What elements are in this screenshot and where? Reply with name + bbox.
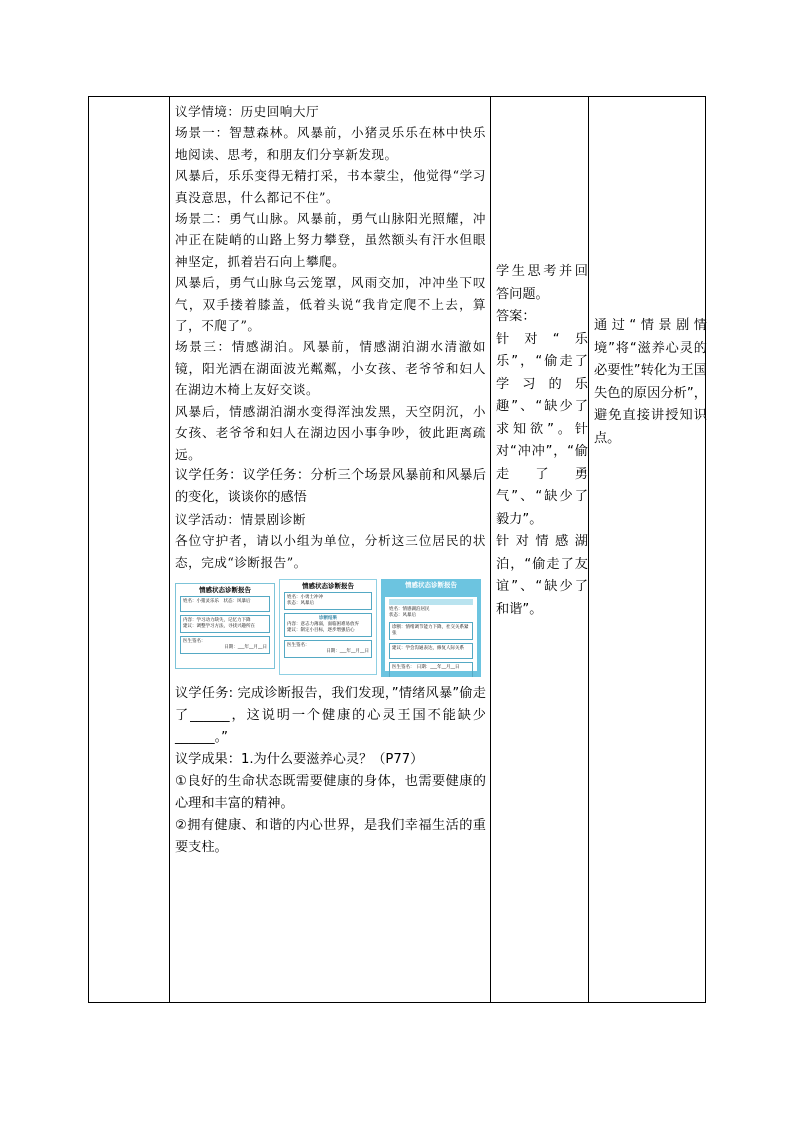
activity-title: 议学活动：情景剧诊断 — [175, 511, 306, 527]
result-question: 1.为什么要滋养心灵？（P77） — [240, 752, 424, 768]
diagnosis-report-card — [381, 579, 481, 677]
report-field: 建议：学会沟通表达，修复人际关系 — [389, 643, 473, 659]
report-field: 状态：风暴后 — [287, 601, 314, 607]
lesson-table — [88, 96, 706, 1003]
activity-description: 各位守护者，请以小组为单位，分析这三位居民的状态，完成“诊断报告”。 — [175, 533, 486, 570]
report-field: 状态：风暴后 — [223, 599, 251, 605]
scene-three-before: 场景三：情感湖泊。风暴前，情感湖泊湖水清澈如镜，阳光洒在湖面波光粼粼，小女孩、老爷爷和妇人在湖边木椅上友好交谈。 — [175, 339, 486, 398]
report-title: 情感状态诊断报告 — [199, 586, 251, 595]
result-point-two: ②拥有健康、和谐的内心世界，是我们幸福生活的重要支柱。 — [175, 818, 486, 856]
learning-result — [175, 749, 486, 771]
report-date: 日期：___年__月__日 — [224, 645, 267, 651]
diagnosis-report-images — [175, 579, 486, 681]
report-sign: 医生签名： — [183, 639, 206, 645]
student-instruction: 学生思考并回答问题。 — [496, 264, 588, 302]
scene-two-after: 风暴后，勇气山脉乌云笼罩，风雨交加，冲冲坐下叹气，双手搂着膝盖，低着头说“我肯定爬不上去，算了，不爬了”。 — [175, 275, 486, 334]
report-field: 内容：学习动力缺失，记忆力下降 — [183, 618, 251, 624]
report-date: 日期：___年__月__日 — [326, 649, 369, 655]
scenario-title: 议学情境：历史回响大厅 — [175, 104, 320, 119]
report-field: 姓名：情感湖泊居民 — [389, 607, 430, 613]
report-field: 状态：风暴后 — [389, 613, 416, 619]
report-field: 姓名：小猪灵乐乐 — [183, 599, 219, 605]
result-point-one: ①良好的生命状态既需要健康的身体，也需要健康的心理和丰富的精神。 — [175, 774, 486, 812]
report-sign: 医生签名： — [287, 643, 310, 649]
student-activity-cell — [490, 97, 588, 1002]
report-field: 姓名：小勇士冲冲 — [287, 595, 323, 601]
design-intent-cell — [588, 97, 707, 1002]
answer-label: 答案： — [496, 309, 536, 324]
scene-three-after: 风暴后，情感湖泊湖水变得浑浊发黑，天空阴沉，小女孩、老爷爷和妇人在湖边因小事争吵，彼此距离疏远。 — [175, 403, 486, 462]
scene-two-before: 场景二：勇气山脉。风暴前，勇气山脉阳光照耀，冲冲正在陡峭的山路上努力攀登，虽然额头有汗水但眼神坚定，抓着岩石向上攀爬。 — [175, 211, 486, 269]
diagnosis-report-card — [175, 583, 275, 669]
answer-scene-one-two: 针对“乐乐”，“偷走了学习的乐趣”、“缺少了求知欲”。针对“冲冲”，“偷走了勇气”、“缺少了毅力”。 — [496, 331, 588, 527]
result-label: 议学成果： — [175, 752, 241, 768]
design-intent-text: 通过“情景剧情境”将“滋养心灵的必要性”转化为王国失色的原因分析”，避免直接讲授知识点。 — [594, 318, 707, 446]
teacher-activity-cell — [169, 97, 490, 1002]
report-sign: 医生签名： — [392, 665, 413, 671]
task-two: 议学任务: 完成诊断报告，我们发现，”情绪风暴”偷走了______，这说明一个健康的心灵王国不能缺少______。” — [175, 686, 486, 746]
scene-one-after: 风暴后，乐乐变得无精打采，书本蒙尘，他觉得“学习真没意思，什么都记不住”。 — [175, 168, 486, 205]
task-one: 议学任务：议学任务：分析三个场景风暴前和风暴后的变化，谈谈你的感悟 — [175, 467, 486, 505]
report-field: 诊断：情绪调节能力下降，社交关系紧张 — [389, 622, 473, 640]
report-title: 情感状态诊断报告 — [302, 582, 354, 591]
report-field: 建议：制定小目标，逐步增强信心 — [287, 628, 355, 634]
report-title: 情感状态诊断报告 — [405, 581, 457, 590]
report-field: 内容：意志力薄弱，面临困难易放弃 — [287, 622, 359, 628]
scene-one-before: 场景一：智慧森林。风暴前，小猪灵乐乐在林中快乐地阅读、思考，和朋友们分享新发现。 — [175, 125, 486, 162]
report-date: 日期：___年__月__日 — [416, 665, 460, 671]
report-section-title: 诊断结果 — [319, 616, 337, 622]
diagnosis-report-card — [279, 579, 377, 675]
report-field: 建议：调整学习方法，寻找兴趣所在 — [183, 624, 255, 630]
answer-scene-three: 针对情感湖泊，“偷走了友谊”、“缺少了和谐”。 — [496, 534, 588, 617]
